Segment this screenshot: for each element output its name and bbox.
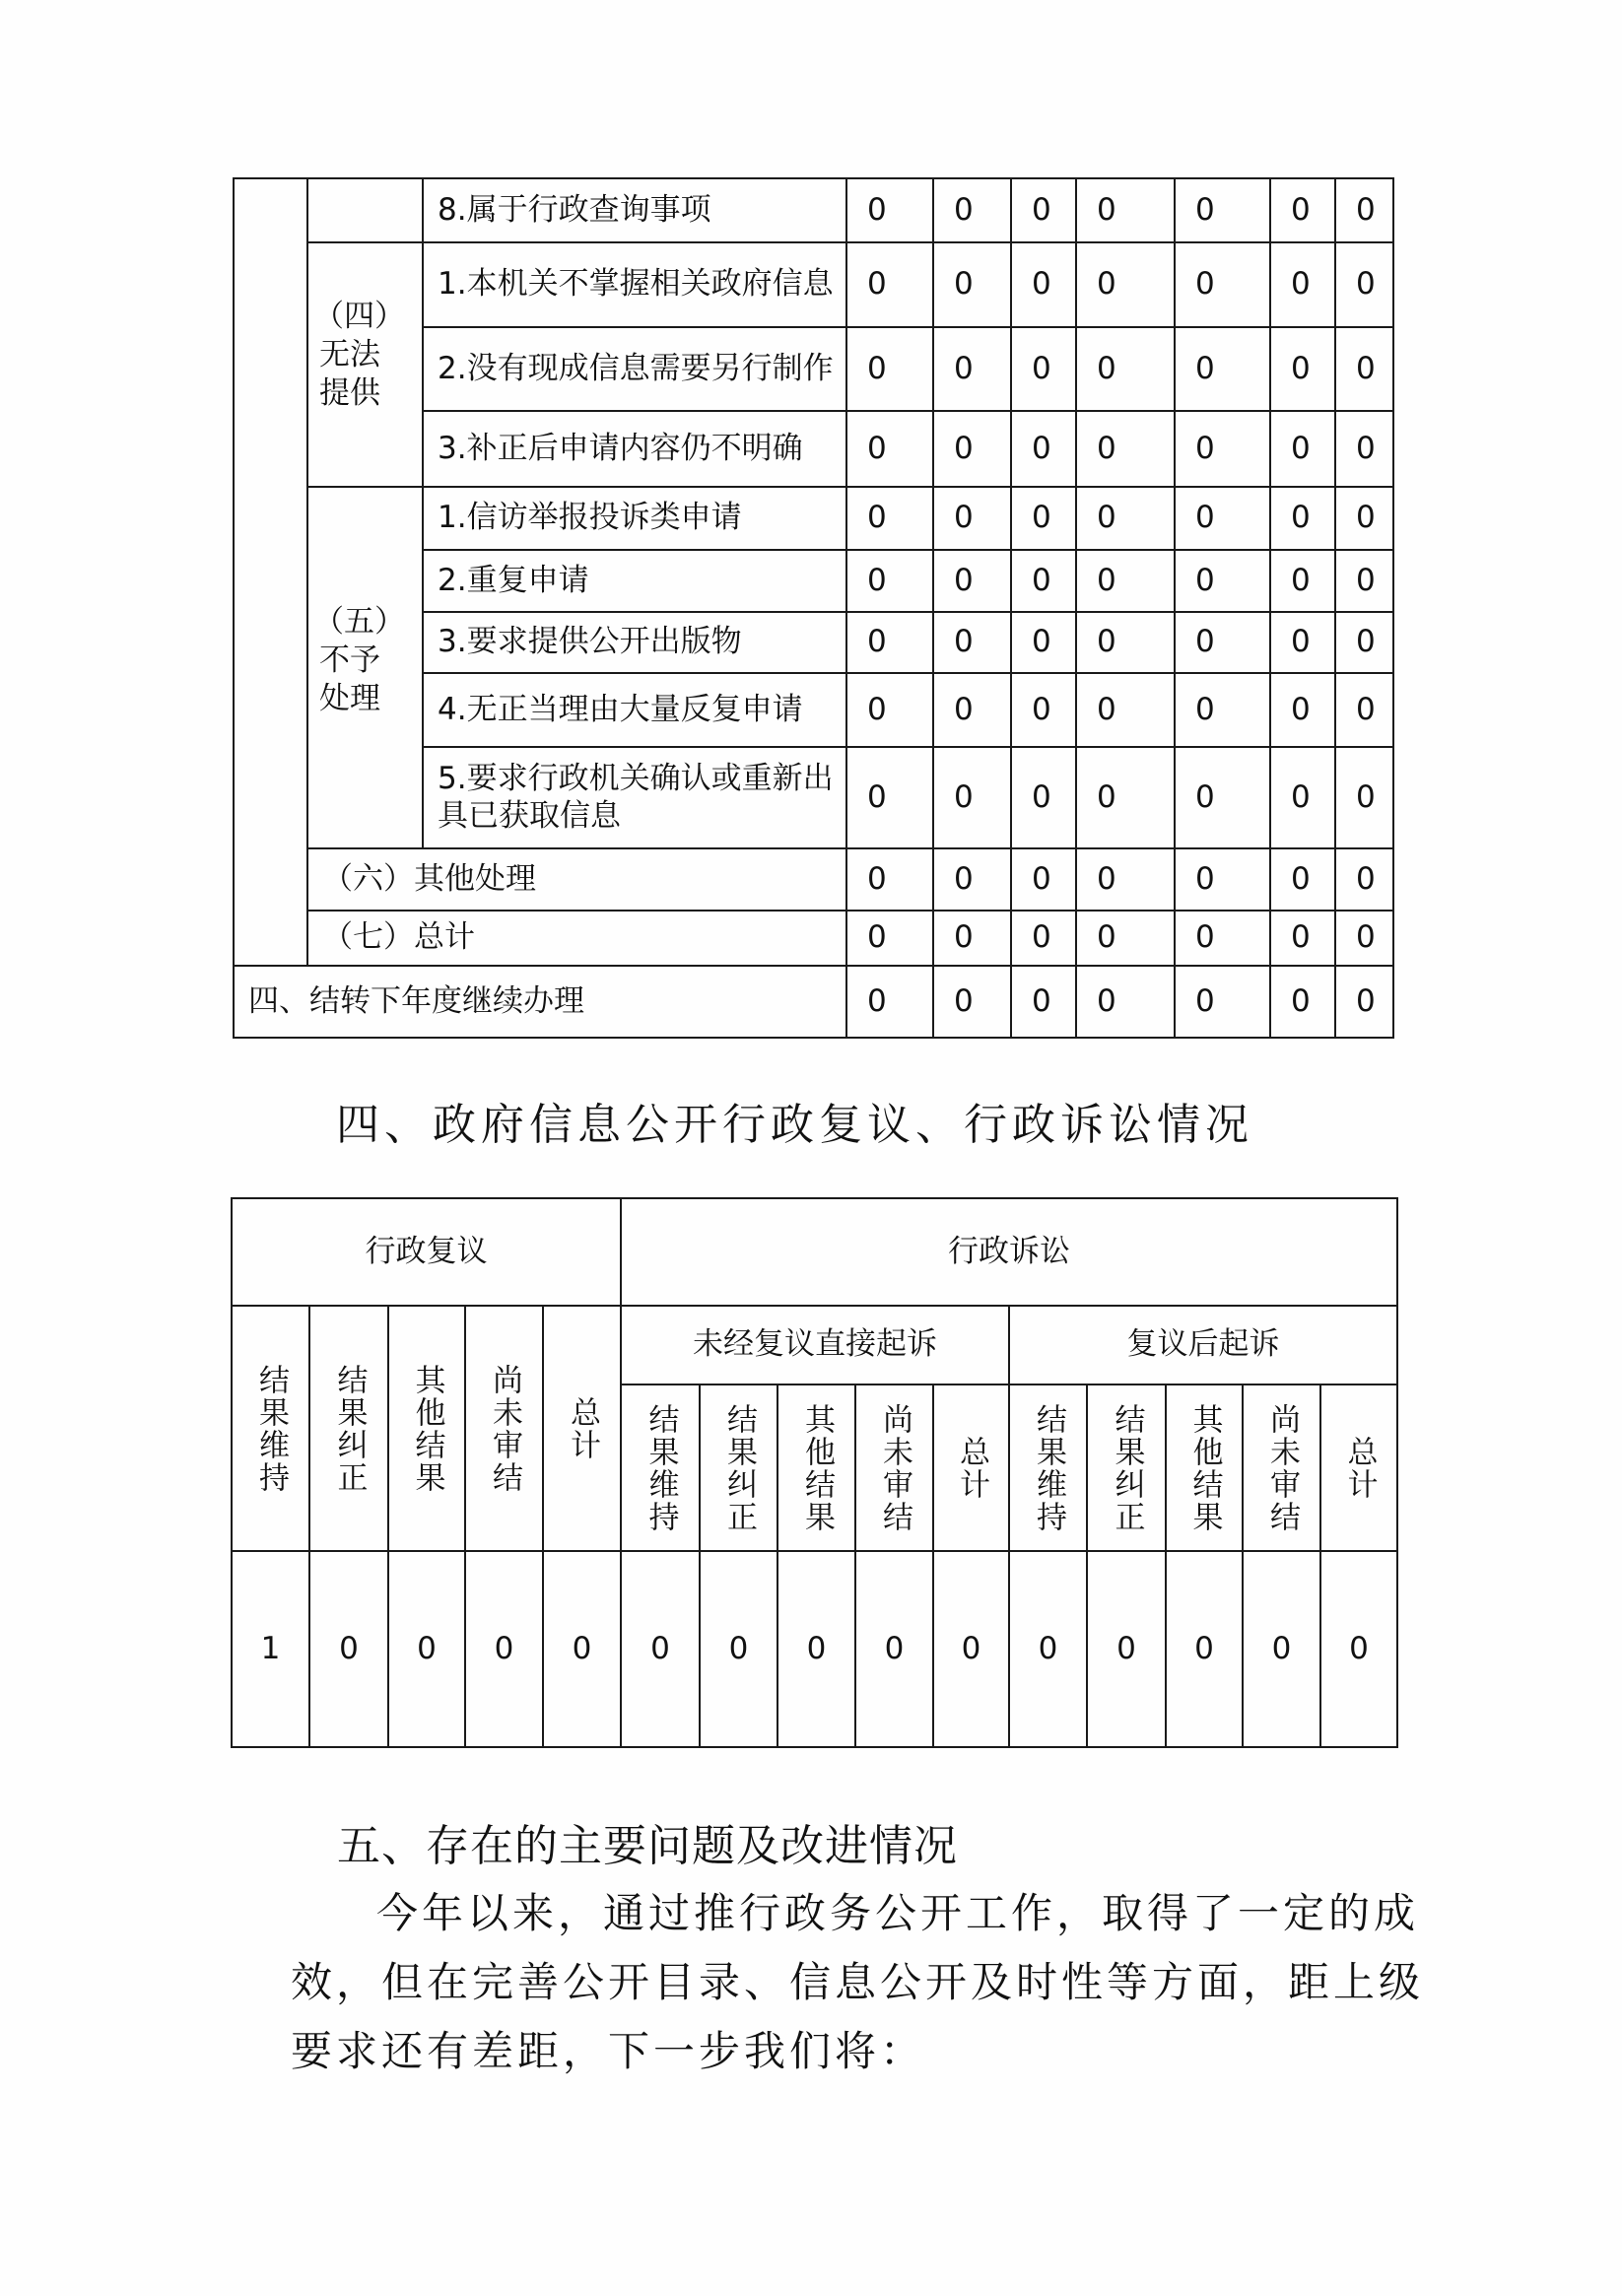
group-5-label-line1: （五）: [313, 604, 405, 640]
after-review-value-text: 0: [1194, 1630, 1214, 1666]
row-cannot-provide-2-value: [1010, 326, 1077, 412]
review-value: [308, 1550, 389, 1748]
direct-suit-column-header: [932, 1384, 1010, 1552]
row-not-processed-4-value-text: 0: [1195, 691, 1215, 727]
row-not-processed-2-value: [1075, 549, 1176, 613]
row-cannot-provide-1-value-text: 0: [1291, 266, 1311, 303]
row-not-processed-5-value-text: 0: [867, 778, 887, 815]
row-other-handling-value: [1010, 847, 1077, 912]
row-carry-over-value-text: 0: [1195, 982, 1215, 1019]
row-not-processed-5-value-text: 0: [1356, 778, 1376, 815]
row-not-processed-4-value: [1334, 672, 1394, 748]
row-cannot-provide-1-value-text: 0: [1356, 266, 1376, 303]
row-cannot-provide-3-value-text: 0: [954, 430, 974, 466]
row-not-processed-2-value-text: 0: [1195, 562, 1215, 598]
row-total-value: [932, 910, 1012, 967]
after-review-column-header: [1319, 1384, 1398, 1552]
direct-suit-column-header-text: 结果纠正: [721, 1402, 757, 1533]
row-carry-over-value-text: 0: [1291, 982, 1311, 1019]
row-not-processed-1-value-text: 0: [1032, 500, 1051, 536]
review-value-text: 0: [339, 1630, 359, 1666]
row-not-processed-1-label: [422, 486, 847, 551]
row-not-processed-1-value: [1075, 486, 1176, 551]
row-not-processed-2-label: [422, 549, 847, 613]
row-cannot-provide-3-value: [1269, 410, 1336, 488]
row-carry-over-value: [1075, 965, 1176, 1039]
row-not-processed-4-value: [1010, 672, 1077, 748]
row-not-processed-3-value-text: 0: [1032, 624, 1051, 660]
row-carry-over-value: [1010, 965, 1077, 1039]
review-column-header: [308, 1305, 389, 1552]
after-review-header-label: 复议后起诉: [1126, 1326, 1280, 1363]
review-column-header-text: 总计: [565, 1395, 600, 1461]
row-not-processed-4-label-text: 4.无正当理由大量反复申请: [438, 691, 803, 727]
row-cannot-provide-1-label: [422, 241, 847, 328]
row-not-processed-1-value: [1010, 486, 1077, 551]
row-not-processed-4-value-text: 0: [1291, 691, 1311, 727]
row-total-label-text: （七）总计: [322, 919, 475, 956]
row-carry-over-value-text: 0: [954, 982, 974, 1019]
direct-suit-value-text: 0: [961, 1630, 981, 1666]
review-header: [231, 1197, 622, 1307]
row-not-processed-1-value-text: 0: [1291, 500, 1311, 536]
row-cannot-provide-2-value-text: 0: [1195, 350, 1215, 386]
after-review-value-text: 0: [1116, 1630, 1136, 1666]
section-5-heading: 五、存在的主要问题及改进情况: [337, 1821, 958, 1871]
row-cannot-provide-3-value: [845, 410, 934, 488]
row-carry-over-value: [1269, 965, 1336, 1039]
after-review-value: [1319, 1550, 1398, 1748]
row-total-value-text: 0: [1032, 919, 1051, 956]
row-not-processed-5-value-text: 0: [1097, 778, 1116, 815]
review-value-text: 1: [260, 1630, 281, 1666]
direct-suit-column-header-text: 结果维持: [642, 1402, 679, 1533]
row-carry-over-value: [1334, 965, 1394, 1039]
row-carry-over-value: [1174, 965, 1271, 1039]
row-administrative-query-value-text: 0: [867, 191, 887, 228]
row-cannot-provide-1-value: [845, 241, 934, 328]
row-not-processed-1-value: [1269, 486, 1336, 551]
row-not-processed-5-value-text: 0: [1032, 778, 1051, 815]
row-not-processed-2-value: [932, 549, 1012, 613]
row-total-value-text: 0: [954, 919, 974, 956]
row-other-handling-value-text: 0: [1032, 860, 1051, 897]
row-not-processed-4-value-text: 0: [954, 691, 974, 727]
direct-suit-column-header-text: 其他结果: [799, 1402, 835, 1533]
after-review-column-header-text: 结果纠正: [1109, 1402, 1145, 1533]
group-4-label: [313, 298, 422, 412]
row-cannot-provide-3-value-text: 0: [1032, 430, 1051, 466]
row-administrative-query-value-text: 0: [1195, 191, 1215, 228]
row-administrative-query-value: [1075, 177, 1176, 243]
row-not-processed-1-value: [1334, 486, 1394, 551]
row-not-processed-5-value: [1174, 746, 1271, 849]
row-not-processed-5-value: [1010, 746, 1077, 849]
row-not-processed-2-value: [1269, 549, 1336, 613]
row-not-processed-5-value: [1269, 746, 1336, 849]
row-administrative-query-value: [845, 177, 934, 243]
after-review-value-text: 0: [1038, 1630, 1058, 1666]
outer-category-column: [233, 177, 308, 967]
row-other-handling-value: [932, 847, 1012, 912]
row-not-processed-2-value-text: 0: [954, 562, 974, 598]
review-column-header: [464, 1305, 544, 1552]
row-carry-over-label-text: 四、结转下年度继续办理: [248, 982, 584, 1019]
row-cannot-provide-1-value: [932, 241, 1012, 328]
review-column-header-text: 尚未审结: [487, 1363, 522, 1494]
row-carry-over-value: [845, 965, 934, 1039]
direct-suit-value: [777, 1550, 856, 1748]
row-not-processed-4-value-text: 0: [1032, 691, 1051, 727]
row-not-processed-2-value-text: 0: [1032, 562, 1051, 598]
direct-suit-value: [932, 1550, 1010, 1748]
review-value: [231, 1550, 310, 1748]
review-column-header: [387, 1305, 466, 1552]
group-4-label-line2: 无法: [319, 336, 380, 372]
direct-suit-column-header-text: 尚未审结: [877, 1402, 912, 1533]
row-total-value: [1269, 910, 1336, 967]
after-review-value: [1165, 1550, 1244, 1748]
review-column-header: [231, 1305, 310, 1552]
row-not-processed-3-value: [1075, 611, 1176, 674]
review-column-header: [542, 1305, 622, 1552]
row-cannot-provide-2-value-text: 0: [867, 350, 887, 386]
row-administrative-query-value-text: 0: [1097, 191, 1116, 228]
row-not-processed-2-label-text: 2.重复申请: [438, 562, 589, 598]
row-administrative-query-value: [1174, 177, 1271, 243]
row-other-handling-value: [845, 847, 934, 912]
after-review-column-header: [1008, 1384, 1088, 1552]
row-not-processed-4-value: [1269, 672, 1336, 748]
row-administrative-query-value: [1269, 177, 1336, 243]
row-not-processed-5-value: [1075, 746, 1176, 849]
row-total-value: [845, 910, 934, 967]
row-cannot-provide-2-value: [932, 326, 1012, 412]
row-cannot-provide-3-value-text: 0: [867, 430, 887, 466]
row-total-value: [1334, 910, 1394, 967]
row-not-processed-5-value: [932, 746, 1012, 849]
row-cannot-provide-3-value-text: 0: [1291, 430, 1311, 466]
litigation-header: [620, 1197, 1398, 1307]
direct-suit-value-text: 0: [650, 1630, 670, 1666]
row-cannot-provide-2-value: [1174, 326, 1271, 412]
direct-suit-value: [620, 1550, 701, 1748]
row-cannot-provide-1-value-text: 0: [867, 266, 887, 303]
row-not-processed-5-value-text: 0: [1291, 778, 1311, 815]
row-not-processed-1-value-text: 0: [1097, 500, 1116, 536]
row-cannot-provide-1-value: [1075, 241, 1176, 328]
row-not-processed-1-value-text: 0: [954, 500, 974, 536]
row-not-processed-5-label-text: 5.要求行政机关确认或重新出具已获取信息: [438, 760, 834, 834]
row-not-processed-2-value-text: 0: [1097, 562, 1116, 598]
review-column-header-text: 结果维持: [253, 1363, 289, 1494]
row-cannot-provide-2-value: [845, 326, 934, 412]
row-administrative-query-value: [1334, 177, 1394, 243]
review-column-header-text: 结果纠正: [331, 1363, 368, 1494]
row-administrative-query-label: [422, 177, 847, 243]
row-total-value: [1174, 910, 1271, 967]
row-other-handling-value-text: 0: [1097, 860, 1116, 897]
row-not-processed-2-value: [845, 549, 934, 613]
row-not-processed-2-value: [1334, 549, 1394, 613]
row-not-processed-3-value: [845, 611, 934, 674]
group-5-label: [313, 603, 422, 717]
row-not-processed-3-value: [1269, 611, 1336, 674]
group-5-label-line3: 处理: [319, 680, 380, 716]
direct-suit-value: [854, 1550, 934, 1748]
review-value-text: 0: [417, 1630, 437, 1666]
after-review-value-text: 0: [1349, 1630, 1369, 1666]
row-other-handling-value-text: 0: [1195, 860, 1215, 897]
review-header-label: 行政复议: [365, 1233, 488, 1269]
after-review-column-header-text: 总计: [1341, 1435, 1378, 1501]
row-not-processed-5-label: [422, 746, 847, 849]
row-not-processed-3-value-text: 0: [954, 624, 974, 660]
direct-suit-header-label: 未经复议直接起诉: [693, 1326, 937, 1363]
row-total-value-text: 0: [1195, 919, 1215, 956]
paragraph-line-3: 要求还有差距，下一步我们将：: [291, 2027, 926, 2075]
row-cannot-provide-1-value: [1269, 241, 1336, 328]
row-not-processed-1-value: [932, 486, 1012, 551]
row-carry-over-value-text: 0: [867, 982, 887, 1019]
row-other-handling-value: [1174, 847, 1271, 912]
row-not-processed-4-value: [932, 672, 1012, 748]
row-not-processed-4-label: [422, 672, 847, 748]
row-administrative-query-value-text: 0: [1032, 191, 1051, 228]
row-administrative-query-value: [932, 177, 1012, 243]
after-review-column-header-text: 其他结果: [1186, 1402, 1223, 1533]
row-cannot-provide-2-label-text: 2.没有现成信息需要另行制作: [438, 350, 834, 386]
row-carry-over-value-text: 0: [1097, 982, 1116, 1019]
review-value-text: 0: [494, 1630, 514, 1666]
row-not-processed-1-value-text: 0: [1195, 500, 1215, 536]
litigation-header-label: 行政诉讼: [948, 1233, 1070, 1269]
row-cannot-provide-3-value-text: 0: [1195, 430, 1215, 466]
row-administrative-query-value-text: 0: [1291, 191, 1311, 228]
after-review-value: [1008, 1550, 1088, 1748]
row-not-processed-3-value: [1174, 611, 1271, 674]
row-not-processed-1-value: [1174, 486, 1271, 551]
row-cannot-provide-2-value: [1269, 326, 1336, 412]
row-cannot-provide-2-value: [1075, 326, 1176, 412]
review-column-header-text: 其他结果: [409, 1363, 445, 1494]
row-other-handling-value-text: 0: [867, 860, 887, 897]
direct-suit-column-header-text: 总计: [954, 1435, 989, 1501]
row-cannot-provide-2-value-text: 0: [1097, 350, 1116, 386]
after-review-column-header: [1165, 1384, 1244, 1552]
row-not-processed-5-value-text: 0: [954, 778, 974, 815]
row-not-processed-1-label-text: 1.信访举报投诉类申请: [438, 500, 742, 536]
row-not-processed-3-value-text: 0: [867, 624, 887, 660]
row-other-handling-value-text: 0: [954, 860, 974, 897]
group-3-continuation-cell: [306, 177, 424, 243]
review-value: [464, 1550, 544, 1748]
row-total-value-text: 0: [1291, 919, 1311, 956]
row-not-processed-2-value: [1174, 549, 1271, 613]
row-cannot-provide-3-label: [422, 410, 847, 488]
direct-suit-value: [699, 1550, 778, 1748]
row-cannot-provide-1-value-text: 0: [1097, 266, 1116, 303]
after-review-value: [1242, 1550, 1321, 1748]
row-not-processed-1-value: [845, 486, 934, 551]
row-not-processed-4-value-text: 0: [867, 691, 887, 727]
row-cannot-provide-1-value: [1010, 241, 1077, 328]
row-other-handling-value-text: 0: [1356, 860, 1376, 897]
row-not-processed-4-value-text: 0: [1356, 691, 1376, 727]
row-not-processed-4-value: [1174, 672, 1271, 748]
after-review-column-header-text: 结果维持: [1031, 1402, 1066, 1533]
row-not-processed-3-value-text: 0: [1291, 624, 1311, 660]
row-other-handling-value: [1075, 847, 1176, 912]
row-carry-over-value-text: 0: [1356, 982, 1376, 1019]
row-cannot-provide-3-value: [1010, 410, 1077, 488]
direct-suit-column-header: [620, 1384, 701, 1552]
row-not-processed-5-value: [845, 746, 934, 849]
row-not-processed-3-value: [1334, 611, 1394, 674]
row-not-processed-3-value-text: 0: [1195, 624, 1215, 660]
after-review-column-header-text: 尚未审结: [1264, 1402, 1300, 1533]
row-total-value-text: 0: [1356, 919, 1376, 956]
row-not-processed-3-label-text: 3.要求提供公开出版物: [438, 624, 742, 660]
row-cannot-provide-2-value-text: 0: [1356, 350, 1376, 386]
row-not-processed-2-value-text: 0: [1291, 562, 1311, 598]
row-total-label: [306, 910, 847, 967]
row-total-value-text: 0: [867, 919, 887, 956]
row-other-handling-value: [1334, 847, 1394, 912]
row-other-handling-value-text: 0: [1291, 860, 1311, 897]
row-not-processed-1-value-text: 0: [867, 500, 887, 536]
section-4-heading: 四、政府信息公开行政复议、行政诉讼情况: [336, 1100, 1253, 1150]
row-other-handling-value: [1269, 847, 1336, 912]
after-review-column-header: [1086, 1384, 1167, 1552]
row-cannot-provide-2-value-text: 0: [1291, 350, 1311, 386]
after-review-column-header: [1242, 1384, 1321, 1552]
direct-suit-header: [620, 1305, 1010, 1385]
row-not-processed-3-value: [932, 611, 1012, 674]
row-other-handling-label-text: （六）其他处理: [322, 860, 536, 897]
row-cannot-provide-3-value-text: 0: [1356, 430, 1376, 466]
row-cannot-provide-1-value: [1174, 241, 1271, 328]
review-value-text: 0: [572, 1630, 592, 1666]
row-not-processed-3-value-text: 0: [1097, 624, 1116, 660]
group-4-label-line3: 提供: [319, 374, 380, 411]
direct-suit-column-header: [777, 1384, 856, 1552]
after-review-value-text: 0: [1271, 1630, 1292, 1666]
group-4-label-line1: （四）: [313, 299, 405, 334]
after-review-value: [1086, 1550, 1167, 1748]
row-administrative-query-value-text: 0: [1356, 191, 1376, 228]
row-carry-over-label: [233, 965, 847, 1039]
row-cannot-provide-2-value-text: 0: [1032, 350, 1051, 386]
direct-suit-value-text: 0: [806, 1630, 827, 1666]
row-not-processed-3-value-text: 0: [1356, 624, 1376, 660]
row-other-handling-label: [306, 847, 847, 912]
row-cannot-provide-1-value-text: 0: [1032, 266, 1051, 303]
review-value: [387, 1550, 466, 1748]
review-value: [542, 1550, 622, 1748]
row-not-processed-1-value-text: 0: [1356, 500, 1376, 536]
row-cannot-provide-3-value: [932, 410, 1012, 488]
row-not-processed-2-value-text: 0: [867, 562, 887, 598]
row-cannot-provide-3-value: [1334, 410, 1394, 488]
row-total-value-text: 0: [1097, 919, 1116, 956]
row-not-processed-3-label: [422, 611, 847, 674]
row-cannot-provide-3-label-text: 3.补正后申请内容仍不明确: [438, 430, 803, 466]
after-review-header: [1008, 1305, 1398, 1385]
row-total-value: [1010, 910, 1077, 967]
row-not-processed-5-value-text: 0: [1195, 778, 1215, 815]
row-not-processed-2-value-text: 0: [1356, 562, 1376, 598]
row-administrative-query-label-text: 8.属于行政查询事项: [438, 191, 711, 228]
direct-suit-column-header: [699, 1384, 778, 1552]
row-administrative-query-value: [1010, 177, 1077, 243]
paragraph-line-2: 效，但在完善公开目录、信息公开及时性等方面，距上级: [291, 1958, 1425, 2006]
row-not-processed-4-value: [1075, 672, 1176, 748]
row-carry-over-value-text: 0: [1032, 982, 1051, 1019]
row-cannot-provide-1-value-text: 0: [954, 266, 974, 303]
row-cannot-provide-2-value: [1334, 326, 1394, 412]
row-cannot-provide-3-value: [1174, 410, 1271, 488]
row-cannot-provide-2-value-text: 0: [954, 350, 974, 386]
row-administrative-query-value-text: 0: [954, 191, 974, 228]
paragraph-line-1: 今年以来，通过推行政务公开工作，取得了一定的成: [376, 1889, 1420, 1937]
direct-suit-value-text: 0: [728, 1630, 749, 1666]
row-cannot-provide-3-value: [1075, 410, 1176, 488]
row-not-processed-3-value: [1010, 611, 1077, 674]
row-cannot-provide-1-value-text: 0: [1195, 266, 1215, 303]
row-cannot-provide-1-label-text: 1.本机关不掌握相关政府信息: [438, 266, 834, 303]
row-not-processed-4-value-text: 0: [1097, 691, 1116, 727]
direct-suit-value-text: 0: [884, 1630, 905, 1666]
group-5-label-line2: 不予: [319, 642, 380, 678]
direct-suit-column-header: [854, 1384, 934, 1552]
row-cannot-provide-3-value-text: 0: [1097, 430, 1116, 466]
row-cannot-provide-2-label: [422, 326, 847, 412]
row-not-processed-5-value: [1334, 746, 1394, 849]
row-total-value: [1075, 910, 1176, 967]
row-not-processed-4-value: [845, 672, 934, 748]
row-not-processed-2-value: [1010, 549, 1077, 613]
row-carry-over-value: [932, 965, 1012, 1039]
row-cannot-provide-1-value: [1334, 241, 1394, 328]
